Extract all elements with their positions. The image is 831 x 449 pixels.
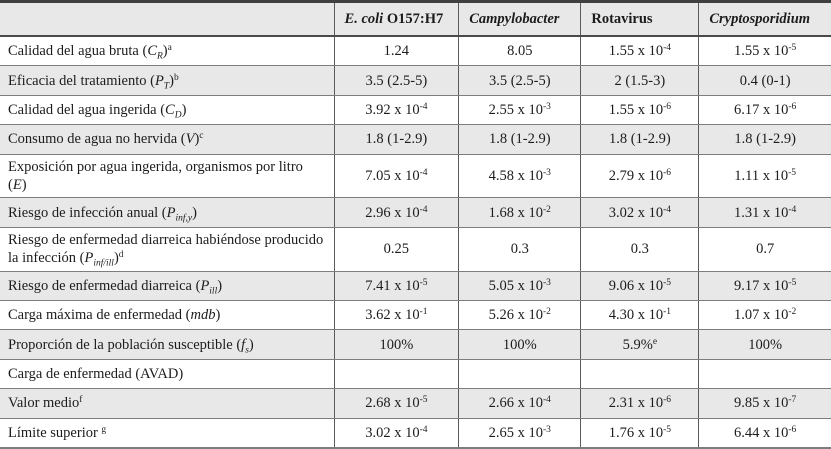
table-row	[0, 125, 831, 154]
value-cell: 8.05	[459, 36, 581, 66]
value-cell: 1.07 x $10^{-2}$	[699, 301, 831, 330]
row-label: Exposición por agua ingerida, organismos por litro (E)	[0, 154, 334, 198]
value-cell: 5.05 x $10^{-3}$	[459, 271, 581, 300]
value-cell: 2.79 x $10^{-6}$	[581, 154, 699, 198]
row-label: Carga de enfermedad (AVAD)	[0, 359, 334, 388]
row-label: Límite superior $^g$	[0, 418, 334, 448]
row-label: Riesgo de enfermedad diarreica $(P_{ill})$	[0, 271, 334, 300]
value-cell: 1.8 (1-2.9)	[459, 125, 581, 154]
table-row	[0, 198, 831, 227]
value-cell: 1.31 x $10^{-4}$	[699, 198, 831, 227]
value-cell: 1.24	[334, 36, 459, 66]
column-header-4: Cryptosporidium	[699, 2, 831, 37]
table-row	[0, 389, 831, 418]
value-cell: 5.26 x $10^{-2}$	[459, 301, 581, 330]
value-cell: 4.30 x $10^{-1}$	[581, 301, 699, 330]
table-row	[0, 301, 831, 330]
row-label: Calidad del agua ingerida $(C_D)$	[0, 95, 334, 124]
value-cell: 1.55 x $10^{-6}$	[581, 95, 699, 124]
value-cell	[334, 359, 459, 388]
table-row	[0, 330, 831, 359]
value-cell: 2.31 x $10^{-6}$	[581, 389, 699, 418]
value-cell: 1.8 (1-2.9)	[581, 125, 699, 154]
row-label: Eficacia del tratamiento $(P_T)^b$	[0, 66, 334, 95]
value-cell: 1.55 x $10^{-5}$	[699, 36, 831, 66]
value-cell: 3.02 x $10^{-4}$	[581, 198, 699, 227]
value-cell	[699, 359, 831, 388]
value-cell: 2 (1.5-3)	[581, 66, 699, 95]
table-row	[0, 66, 831, 95]
row-label: Carga máxima de enfermedad (mdb)	[0, 301, 334, 330]
value-cell	[459, 359, 581, 388]
value-cell: 7.05 x $10^{-4}$	[334, 154, 459, 198]
value-cell: 5.9%$^e$	[581, 330, 699, 359]
value-cell: 1.55 x $10^{-4}$	[581, 36, 699, 66]
column-header-1: E. coli O157:H7	[334, 2, 459, 37]
row-label: Valor medio$^f$	[0, 389, 334, 418]
value-cell: 2.66 x $10^{-4}$	[459, 389, 581, 418]
value-cell: 4.58 x $10^{-3}$	[459, 154, 581, 198]
value-cell: 2.55 x $10^{-3}$	[459, 95, 581, 124]
column-header-2: Campylobacter	[459, 2, 581, 37]
row-label: Riesgo de infección anual $(P_{inf,y})$	[0, 198, 334, 227]
column-header-3: Rotavirus	[581, 2, 699, 37]
value-cell: 0.3	[459, 227, 581, 271]
value-cell: 2.68 x $10^{-5}$	[334, 389, 459, 418]
value-cell: 1.11 x $10^{-5}$	[699, 154, 831, 198]
table-row	[0, 95, 831, 124]
row-label: Riesgo de enfermedad diarreica habiéndose producido la infección $(P_{inf/ill})^d$	[0, 227, 334, 271]
value-cell: 6.44 x $10^{-6}$	[699, 418, 831, 448]
value-cell: 100%	[699, 330, 831, 359]
value-cell: 3.92 x $10^{-4}$	[334, 95, 459, 124]
value-cell: 0.4 (0-1)	[699, 66, 831, 95]
table-row	[0, 36, 831, 66]
value-cell: 6.17 x $10^{-6}$	[699, 95, 831, 124]
table-row	[0, 227, 831, 271]
table-row	[0, 359, 831, 388]
value-cell: 3.02 x $10^{-4}$	[334, 418, 459, 448]
value-cell: 9.06 x $10^{-5}$	[581, 271, 699, 300]
table-body	[0, 36, 831, 448]
value-cell: 1.76 x $10^{-5}$	[581, 418, 699, 448]
value-cell: 9.85 x $10^{-7}$	[699, 389, 831, 418]
value-cell: 0.25	[334, 227, 459, 271]
value-cell: 1.68 x $10^{-2}$	[459, 198, 581, 227]
row-label: Proporción de la población susceptible $(f_s)$	[0, 330, 334, 359]
value-cell: 3.5 (2.5-5)	[459, 66, 581, 95]
value-cell: 9.17 x $10^{-5}$	[699, 271, 831, 300]
table-row	[0, 154, 831, 198]
value-cell: 100%	[334, 330, 459, 359]
header-row	[0, 2, 831, 37]
value-cell: 100%	[459, 330, 581, 359]
table-row	[0, 418, 831, 448]
value-cell: 0.3	[581, 227, 699, 271]
value-cell: 1.8 (1-2.9)	[334, 125, 459, 154]
table-row	[0, 271, 831, 300]
value-cell: 3.5 (2.5-5)	[334, 66, 459, 95]
row-label: Calidad del agua bruta $(C_R)^a$	[0, 36, 334, 66]
value-cell	[581, 359, 699, 388]
value-cell: 7.41 x $10^{-5}$	[334, 271, 459, 300]
value-cell: 1.8 (1-2.9)	[699, 125, 831, 154]
row-label: Consumo de agua no hervida $(V)^c$	[0, 125, 334, 154]
corner-cell	[0, 2, 334, 37]
value-cell: 2.65 x $10^{-3}$	[459, 418, 581, 448]
value-cell: 3.62 x $10^{-1}$	[334, 301, 459, 330]
value-cell: 0.7	[699, 227, 831, 271]
value-cell: 2.96 x $10^{-4}$	[334, 198, 459, 227]
